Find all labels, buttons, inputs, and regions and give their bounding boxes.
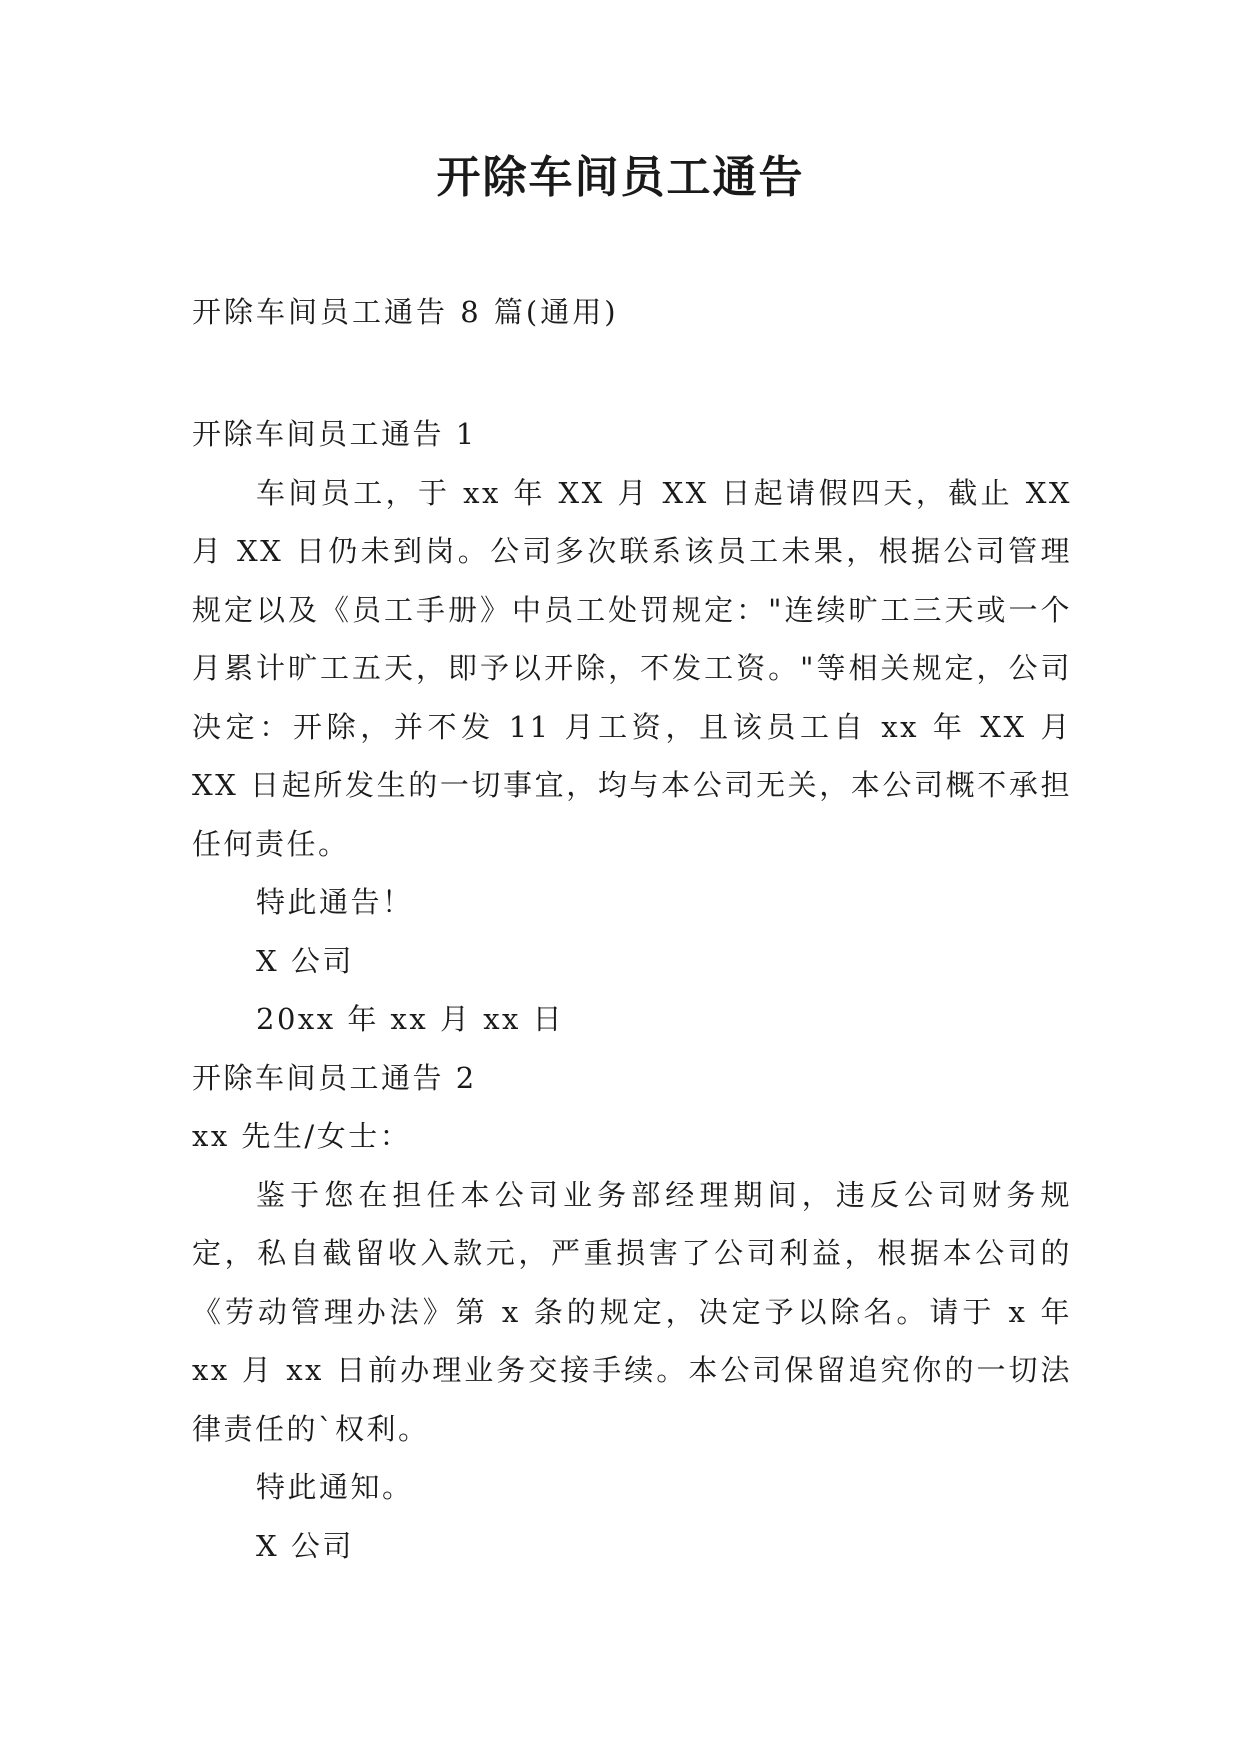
page-title: 开除车间员工通告 bbox=[436, 152, 805, 203]
document-body bbox=[192, 405, 1072, 1575]
section1-company: X 公司 bbox=[256, 943, 354, 978]
section2-paragraph: 鉴于您在担任本公司业务部经理期间，违反公司财务规定，私自截留收入款元，严重损害了公司利益，根据本公司的《劳动管理办法》第 x 条的规定，决定予以除名。请于 x 年 xx 月 xx 日前办理业务交接手续。本公司保留追究你的一切法律责任的`权利。 bbox=[192, 1177, 1072, 1446]
section1-paragraph: 车间员工，于 xx 年 XX 月 XX 日起请假四天，截止 XX 月 XX 日仍未到岗。公司多次联系该员工未果，根据公司管理规定以及《员工手册》中员工处罚规定："连续旷工三天或一个月累计旷工五天，即予以开除，不发工资。"等相关规定，公司决定：开除，并不发 11 月工资，且该员工自 xx 年 XX 月 XX 日起所发生的一切事宜，均与本公司无关，本公司概不承担任何责任。 bbox=[192, 475, 1072, 861]
section1-closing: 特此通告！ bbox=[256, 885, 414, 919]
section1-date: 20xx 年 xx 月 xx 日 bbox=[256, 1002, 565, 1036]
section2-salutation: xx 先生/女士： bbox=[192, 1119, 412, 1153]
section2-company: X 公司 bbox=[256, 1528, 354, 1563]
section2-closing: 特此通知。 bbox=[256, 1470, 414, 1504]
section1-heading: 开除车间员工通告 1 bbox=[192, 417, 477, 451]
document-subtitle: 开除车间员工通告 8 篇(通用) bbox=[192, 295, 619, 329]
section2-heading: 开除车间员工通告 2 bbox=[192, 1060, 477, 1095]
